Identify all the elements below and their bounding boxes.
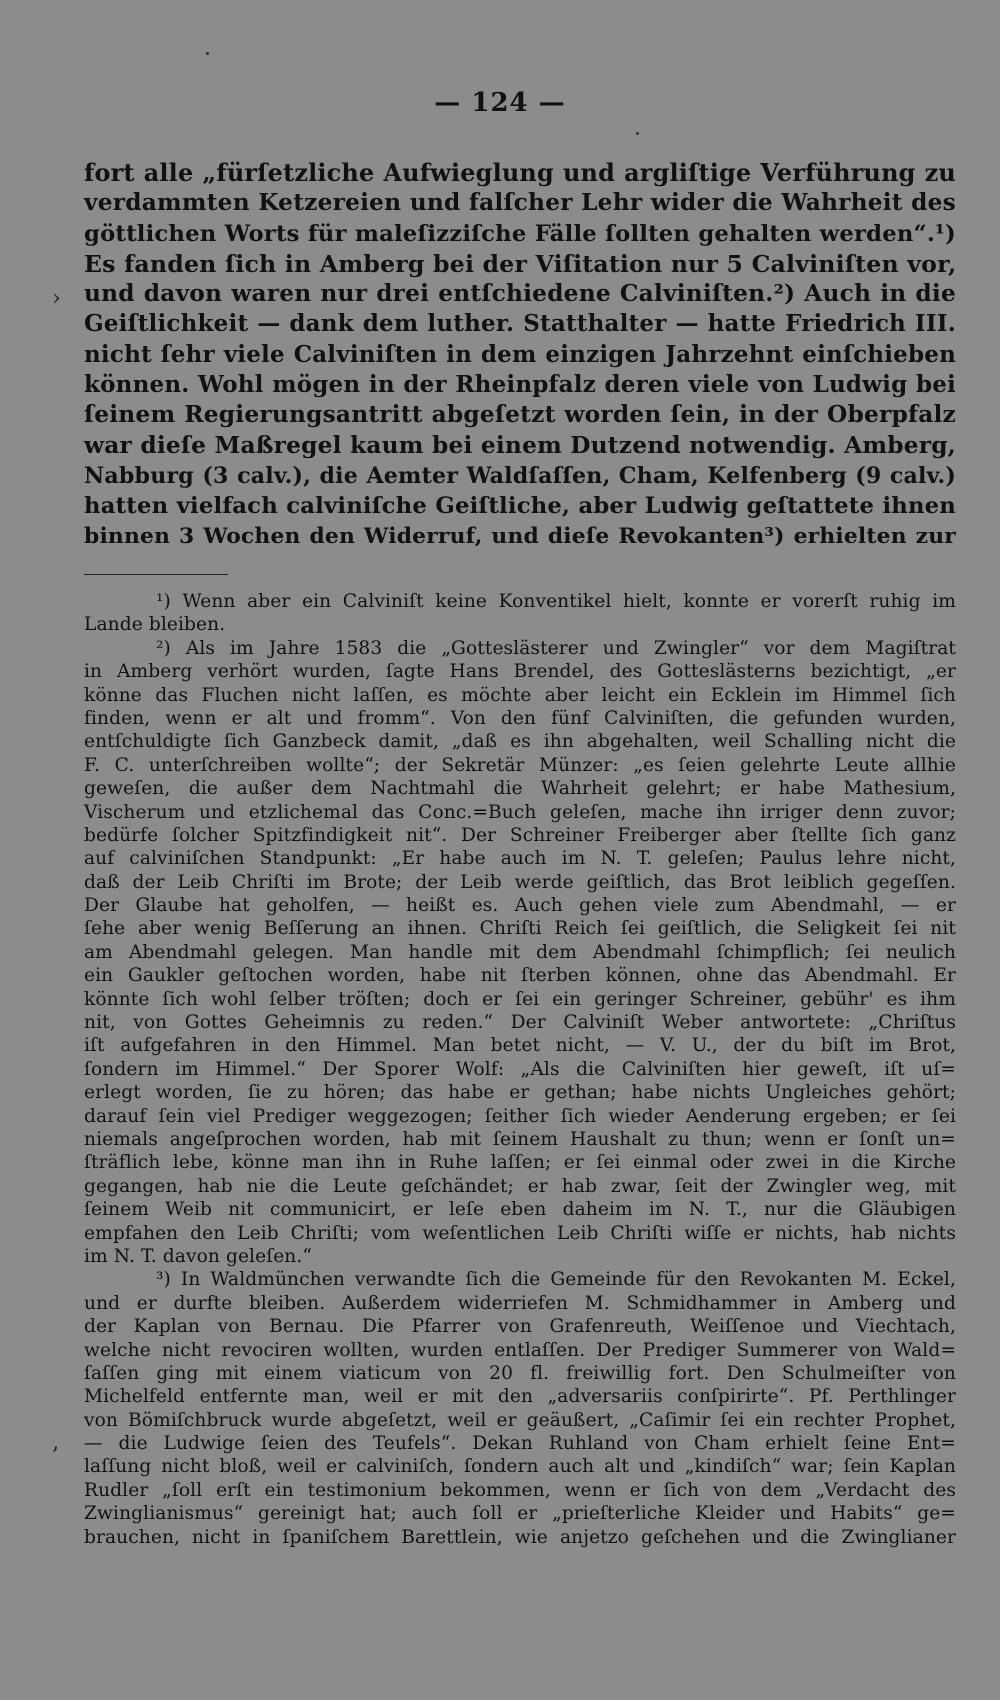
main-text-line: ſeinem Regierungsantritt abgeſetzt worden ſein, in der Oberpfalz [84, 401, 956, 429]
footnote-line: niemals angeſprochen worden, hab mit ſeinem Haushalt zu thun; wenn er ſonſt un= [84, 1128, 956, 1150]
footnote-line: finden, wenn er alt und fromm“. Von den fünf Calviniſten, die gefunden wurden, [84, 707, 956, 729]
footnote-line: und er durfte bleiben. Außerdem widerriefen M. Schmidhammer in Amberg und [84, 1292, 956, 1314]
footnotes-block [84, 590, 956, 1572]
footnote-line: darauf ſein viel Prediger weggezogen; ſeither ſich wieder Aenderung ergeben; er ſei [84, 1105, 956, 1127]
footnote-line: Vischerum und etzlichemal das Conc.=Buch geleſen, mache ihn irriger denn zuvor; [84, 801, 956, 823]
main-text-line: nicht ſehr viele Calviniſten in dem einzigen Jahrzehnt einſchieben [84, 340, 956, 368]
main-text-line: Nabburg (3 calv.), die Aemter Waldſaſſen, Cham, Kelfenberg (9 calv.) [84, 462, 956, 489]
main-text-line: hatten vielfach calviniſche Geiſtliche, aber Ludwig geſtattete ihnen [84, 493, 956, 520]
main-text-line: und davon waren nur drei entſchiedene Calviniſten.²) Auch in die [84, 280, 956, 308]
footnote-line: — die Ludwige ſeien des Teufels“. Dekan Ruhland von Cham erhielt ſeine Ent= [84, 1433, 956, 1455]
footnote-line: ¹) Wenn aber ein Calviniſt keine Konventikel hielt, konnte er vorerſt ruhig im [156, 591, 956, 612]
main-text-line: war dieſe Maßregel kaum bei einem Dutzend notwendig. Amberg, [84, 431, 956, 459]
footnote-line: brauchen, nicht in ſpaniſchem Barettlein, wie anjetzo geſchehen und die Zwinglianer [84, 1526, 956, 1548]
main-text-line: können. Wohl mögen in der Rheinpfalz deren viele von Ludwig bei [84, 371, 956, 399]
footnote-line: welche nicht revociren wollten, wurden entlaſſen. Der Prediger Summerer von Wald= [84, 1339, 956, 1361]
footnote-line: könne das Fluchen nicht laſſen, es möchte aber leicht ein Ecklein im Himmel ſich [84, 684, 956, 706]
footnote-line: Rudler „ſoll erſt ein testimonium bekommen, wenn er ſich von dem „Verdacht des [84, 1479, 956, 1501]
footnote-separator [84, 574, 228, 575]
footnote-line: nit, von Gottes Geheimnis zu reden.“ Der Calviniſt Weber antwortete: „Chriſtus [84, 1012, 956, 1034]
footnote-line: F. C. unterſchreiben wollte“; der Sekretär Münzer: „es ſeien gelehrte Leute allhie [84, 754, 956, 776]
footnote-line: ſträflich lebe, könne man ihn in Ruhe laſſen; er ſei einmal oder zwei in die Kirche [84, 1152, 956, 1174]
footnote-line: ³) In Waldmünchen verwandte ſich die Gemeinde für den Revokanten M. Eckel, [156, 1269, 956, 1291]
footnote-line: ein Gaukler geſtochen worden, habe nit ſterben können, ohne das Abendmahl. Er [84, 965, 956, 987]
main-text-line: fort alle „fürſetzliche Aufwieglung und argliſtige Verführung zu [84, 159, 956, 187]
main-text-line: verdammten Ketzereien und falſcher Lehr wider die Wahrheit des [84, 189, 956, 217]
footnote-line: am Abendmahl gelegen. Man handle mit dem Abendmahl ſchimpflich; ſei neulich [84, 941, 956, 963]
margin-mark-top: › [52, 286, 61, 311]
footnote-line: iſt aufgefahren in den Himmel. Man betet nicht, — V. U., der du biſt im Brot, [84, 1035, 956, 1057]
footnote-line: auf calviniſchen Standpunkt: „Er habe auch im N. T. geleſen; Paulus lehre nicht, [84, 848, 956, 870]
main-text-block [84, 158, 956, 552]
footnote-line: erlegt worden, ſie zu hören; das habe er gethan; habe nichts Ungleiches gehört; [84, 1082, 956, 1104]
page-number: — 124 — [434, 88, 566, 118]
footnote-line: in Amberg verhört wurden, ſagte Hans Brendel, des Gotteslästerns bezichtigt, „er [84, 661, 956, 683]
margin-mark-bottom: ‚ [52, 1430, 59, 1455]
footnote-line: Zwinglianismus“ gereinigt hat; auch ſoll er „prieſterliche Kleider und Habits“ ge= [84, 1503, 956, 1525]
paper-speck [636, 132, 639, 135]
footnote-line: ²) Als im Jahre 1583 die „Gotteslästerer und Zwingler“ vor dem Magiſtrat [156, 637, 956, 659]
main-text-line: binnen 3 Wochen den Widerruf, und dieſe Revokanten³) erhielten zur [84, 523, 956, 549]
footnote-line: der Kaplan von Bernau. Die Pfarrer von Grafenreuth, Weiſſenoe und Viechtach, [84, 1316, 956, 1338]
footnote-line [84, 1549, 956, 1572]
footnote-line: empfahen den Leib Chriſti; vom weſentlichen Leib Chriſti wiſſe er nichts, hab nichts [84, 1222, 956, 1244]
footnote-line: im N. T. davon geleſen.“ [84, 1245, 312, 1267]
footnote-line: ſeinem Weib nit communicirt, er leſe eben daheim im N. T., nur die Gläubigen [84, 1199, 956, 1221]
footnote-line: bedürfe ſolcher Spitzfindigkeit nit“. Der Schreiner Freiberger aber ſtellte ſich ganz [84, 824, 956, 846]
footnote-line: daß der Leib Chriſti im Brote; der Leib werde geiſtlich, das Brot leiblich gegeſſen. [84, 871, 956, 893]
footnote-line: entſchuldigte ſich Ganzbeck damit, „daß es ihn abgehalten, weil Schalling nicht die [84, 731, 956, 753]
main-text-line: göttlichen Worts für maleſizziſche Fälle ſollten gehalten werden“.¹) [84, 220, 956, 247]
footnote-line: könnte ſich wohl ſelber tröſten; doch er ſei ein geringer Schreiner, gebühr' es ihm [84, 988, 956, 1010]
main-text-line: Es fanden ſich in Amberg bei der Viſitation nur 5 Calviniſten vor, [84, 249, 957, 278]
footnote-line: ſaſſen ging mit einem viaticum von 20 fl. freiwillig fort. Den Schulmeiſter von [84, 1362, 956, 1384]
footnote-line: laſſung nicht bloß, weil er calviniſch, ſondern auch alt und „kindiſch“ war; ſein Kaplan [84, 1456, 956, 1478]
footnote-line: ſehe aber wenig Beſſerung an ihnen. Chriſti Reich ſei geiſtlich, die Seligkeit ſei nit [84, 918, 956, 940]
footnote-line: geweſen, die außer dem Nachtmahl die Wahrheit gelehrt; er habe Mathesium, [84, 778, 956, 800]
footnote-line: Michelfeld entfernte man, weil er mit den „adversariis conſpirirte“. Pf. Perthlinger [84, 1386, 956, 1408]
footnote-line: Der Glaube hat geholfen, — heißt es. Auch gehen viele zum Abendmahl, — er [84, 895, 956, 917]
main-text-line: Geiſtlichkeit — dank dem luther. Statthalter — hatte Friedrich III. [84, 310, 956, 338]
footnote-line: gegangen, hab nie die Leute geſchändet; er hab zwar, ſeit der Zwingler weg, mit [84, 1175, 956, 1197]
footnote-line: Lande bleiben. [84, 614, 226, 636]
footnote-line: ſondern im Himmel.“ Der Sporer Wolf: „Als die Calviniſten hier geweſt, iſt uſ= [84, 1058, 956, 1080]
footnote-line: von Bömiſchbruck wurde abgeſetzt, weil er geäußert, „Caſimir ſei ein rechter Prophet, [84, 1409, 956, 1431]
paper-speck [206, 52, 209, 55]
